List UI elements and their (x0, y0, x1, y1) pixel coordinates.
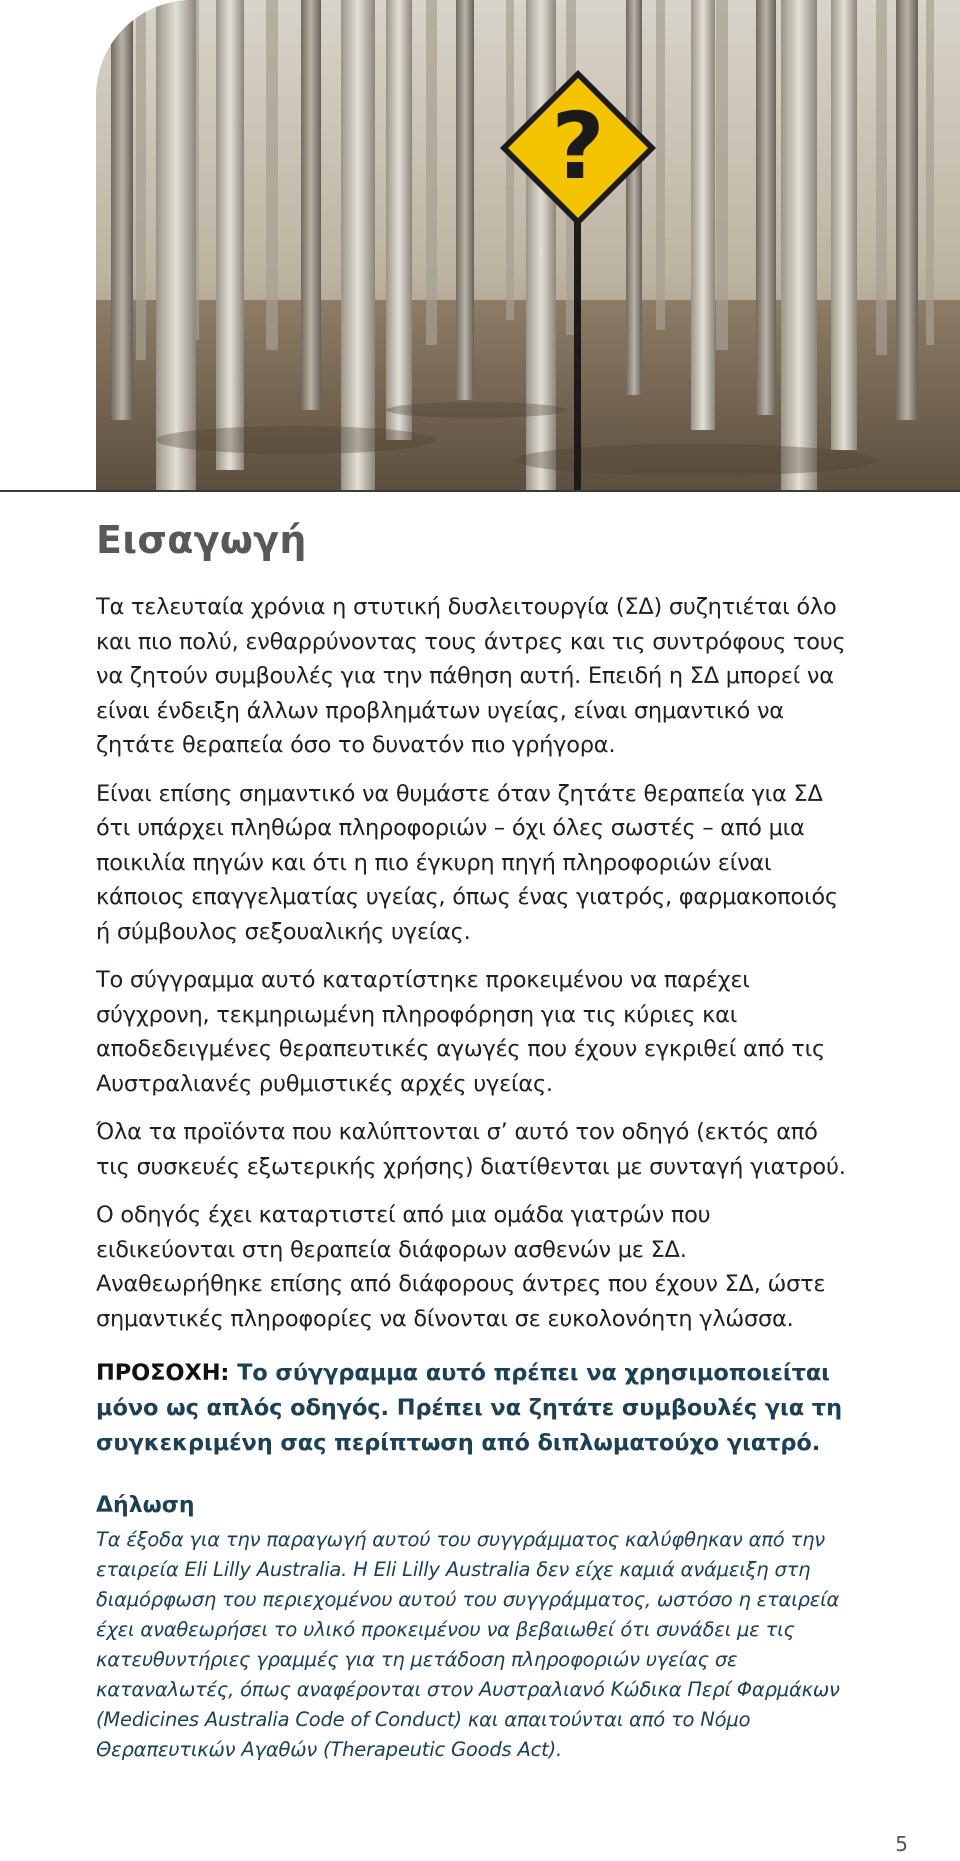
page-title: Εισαγωγή (96, 518, 307, 562)
warning-label: ΠΡΟΣΟΧΗ: (96, 1360, 230, 1386)
intro-paragraph-4: Όλα τα προϊόντα που καλύπτονται σ’ αυτό τον οδηγό (εκτός από τις συσκευές εξωτερικής χρήσης) διατίθενται με συνταγή γιατρού. (96, 1119, 846, 1180)
declaration-title: Δήλωση (96, 1493, 195, 1518)
declaration-text: Τα έξοδα για την παραγωγή αυτού του συγγράμματος καλύφθηκαν από την εταιρεία Eli Lilly Australia. Η Eli Lilly Australia δεν είχε καμιά ανάμειξη στη διαμόρφωση του περιεχομένου αυτού του συγγράμματος, ωστόσο η εταιρεία έχει αναθεωρήσει το υλικό προκειμένου να βεβαιωθεί ότι συνάδει με τις κατευθυντήριες γραμμές για τη μετάδοση πληροφοριών υγείας σε καταναλωτές, όπως αναφέρονται στον Αυστραλιανό Κώδικα Περί Φαρμάκων (Medicines Australia Code of Conduct) και απαιτούνται από το Νόμο Θεραπευτικών Αγαθών (Therapeutic Goods Act). (96, 1528, 840, 1761)
intro-paragraph-1: Τα τελευταία χρόνια η στυτική δυσλειτουργία (ΣΔ) συζητιέται όλο και πιο πολύ, ενθαρρύνοντας τους άντρες και τις συντρόφους τους να ζητούν συμβουλές για την πάθηση αυτή. Επειδή η ΣΔ μπορεί να είναι ένδειξη άλλων προβλημάτων υγείας, είναι σημαντικό να ζητάτε θεραπεία όσο το δυνατόν πιο γρήγορα. (96, 594, 846, 758)
intro-paragraphs (96, 590, 856, 1336)
intro-paragraph-3: Το σύγγραμμα αυτό καταρτίστηκε προκειμένου να παρέχει σύγχρονη, τεκμηριωμένη πληροφόρηση για τις κύριες και αποδεδειγμένες θεραπευτικές αγωγές που έχουν εγκριθεί από τις Αυστραλιανές ρυθμιστικές αρχές υγείας. (96, 967, 825, 1097)
intro-paragraph-5: Ο οδηγός έχει καταρτιστεί από μια ομάδα γιατρών που ειδικεύονται στη θεραπεία διάφορων ασθενών με ΣΔ. Αναθεωρήθηκε επίσης από διάφορους άντρες που έχουν ΣΔ, ώστε σημαντικές πληροφορίες να δίνονται σε ευκολονόητη γλώσσα. (96, 1202, 826, 1332)
hero-divider (0, 490, 960, 492)
warning-text: Το σύγγραμμα αυτό πρέπει να χρησιμοποιείται μόνο ως απλός οδηγός. Πρέπει να ζητάτε συμβουλές για τη συγκεκριμένη σας περίπτωση από διπλωματούχο γιατρό. (96, 1360, 842, 1456)
main-content (96, 510, 856, 1765)
page-number: 5 (895, 1832, 908, 1856)
forest-question-sign-image (96, 0, 960, 490)
warning-notice (96, 1356, 856, 1461)
hero-image (96, 0, 960, 490)
intro-paragraph-2: Είναι επίσης σημαντικό να θυμάστε όταν ζητάτε θεραπεία για ΣΔ ότι υπάρχει πληθώρα πληροφοριών – όχι όλες σωστές – από μια ποικιλία πηγών και ότι η πιο έγκυρη πηγή πληροφοριών είναι κάποιος επαγγελματίας υγείας, όπως ένας γιατρός, φαρμακοποιός ή σύμβουλος σεξουαλικής υγείας. (96, 780, 838, 945)
svg-text:?: ? (551, 93, 605, 200)
